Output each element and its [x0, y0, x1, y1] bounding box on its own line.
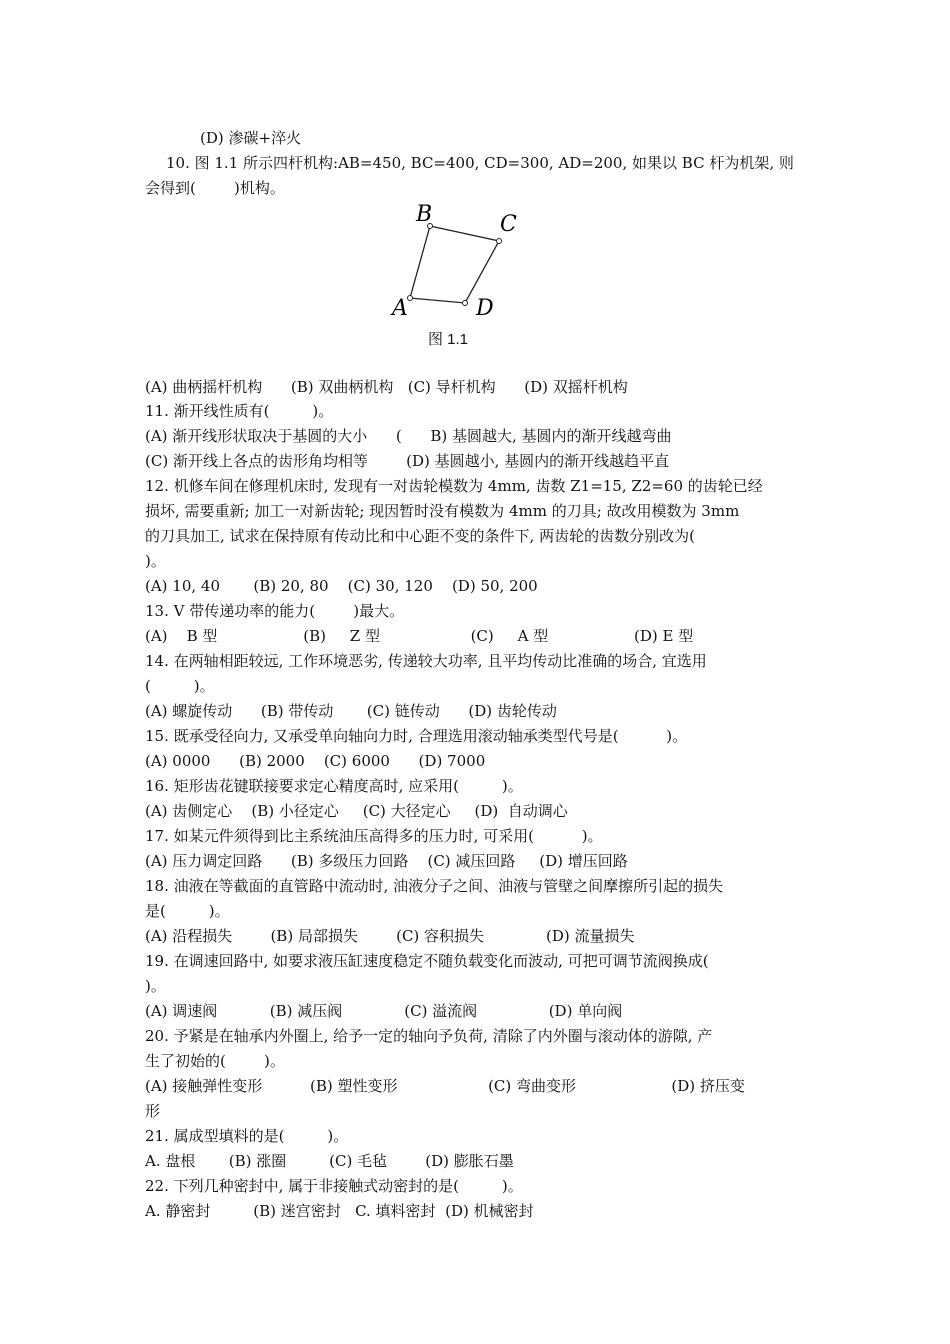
figure-caption: 图 1.1 [428, 331, 469, 348]
question-10: 10. 图 1.1 所示四杆机构:AB=450, BC=400, CD=300, AD=200, 如果以 BC 杆为机架, 则 [166, 154, 794, 172]
question-19-cont: )。 [145, 977, 166, 995]
question-12-cont-1: 损坏, 需要重新; 加工一对新齿轮; 现因暂时没有模数为 4mm 的刀具; 故改用模数为 3mm [145, 502, 740, 520]
question-12-cont-2: 的刀具加工, 试求在保持原有传动比和中心距不变的条件下, 两齿轮的齿数分别改为( [145, 527, 695, 545]
label-b: B [416, 202, 433, 227]
options-13: (A) B 型 (B) Z 型 (C) A 型 (D) E 型 [145, 627, 694, 645]
options-18: (A) 沿程损失 (B) 局部损失 (C) 容积损失 (D) 流量损失 [145, 927, 635, 945]
question-16: 16. 矩形齿花键联接要求定心精度高时, 应采用( )。 [145, 777, 523, 795]
question-13: 13. V 带传递功率的能力( )最大。 [145, 602, 405, 620]
joint-a [408, 296, 413, 301]
question-10-cont: 会得到( )机构。 [145, 179, 285, 197]
question-21: 21. 属成型填料的是( )。 [145, 1127, 349, 1145]
four-bar-linkage-figure [380, 193, 520, 328]
question-18: 18. 油液在等截面的直管路中流动时, 油液分子之间、油液与管壁之间摩擦所引起的损失 [145, 877, 724, 895]
question-19: 19. 在调速回路中, 如要求液压缸速度稳定不随负载变化而波动, 可把可调节流阀换成( [145, 952, 709, 970]
joint-c [497, 239, 502, 244]
options-17: (A) 压力调定回路 (B) 多级压力回路 (C) 减压回路 (D) 增压回路 [145, 852, 628, 870]
options-19: (A) 调速阀 (B) 减压阀 (C) 溢流阀 (D) 单向阀 [145, 1002, 623, 1020]
options-21: A. 盘根 (B) 涨圈 (C) 毛毡 (D) 膨胀石墨 [145, 1152, 514, 1170]
options-22: A. 静密封 (B) 迷宫密封 C. 填料密封 (D) 机械密封 [145, 1202, 534, 1220]
options-12: (A) 10, 40 (B) 20, 80 (C) 30, 120 (D) 50, 200 [145, 577, 538, 595]
question-14: 14. 在两轴相距较远, 工作环境恶劣, 传递较大功率, 且平均传动比准确的场合, 宜选用 [145, 652, 707, 670]
options-20: (A) 接触弹性变形 (B) 塑性变形 (C) 弯曲变形 (D) 挤压变 [145, 1077, 745, 1095]
question-17: 17. 如某元件须得到比主系统油压高得多的压力时, 可采用( )。 [145, 827, 603, 845]
options-11-b: (C) 渐开线上各点的齿形角均相等 (D) 基圆越小, 基圆内的渐开线越趋平直 [145, 452, 670, 470]
question-20: 20. 予紧是在轴承内外圈上, 给予一定的轴向予负荷, 清除了内外圈与滚动体的游隙, 产 [145, 1027, 713, 1045]
linkage-bars [410, 226, 499, 303]
question-15: 15. 既承受径向力, 又承受单向轴向力时, 合理选用滚动轴承类型代号是( )。 [145, 727, 688, 745]
question-11: 11. 渐开线性质有( )。 [145, 402, 334, 420]
options-15: (A) 0000 (B) 2000 (C) 6000 (D) 7000 [145, 752, 486, 770]
label-d: D [476, 296, 494, 321]
question-18-cont: 是( )。 [145, 902, 230, 920]
options-20-cont: 形 [145, 1102, 161, 1120]
question-20-cont: 生了初始的( )。 [145, 1052, 285, 1070]
question-12-cont-3: )。 [145, 552, 166, 570]
question-22: 22. 下列几种密封中, 属于非接触式动密封的是( )。 [145, 1177, 523, 1195]
joint-d [463, 301, 468, 306]
option-line: (D) 渗碳+淬火 [200, 129, 302, 147]
options-16: (A) 齿侧定心 (B) 小径定心 (C) 大径定心 (D) 自动调心 [145, 802, 568, 820]
options-11-a: (A) 渐开线形状取决于基圆的大小 ( B) 基圆越大, 基圆内的渐开线越弯曲 [145, 427, 672, 445]
question-12: 12. 机修车间在修理机床时, 发现有一对齿轮模数为 4mm, 齿数 Z1=15, Z2=60 的齿轮已经 [145, 477, 763, 495]
question-14-cont: ( )。 [145, 677, 215, 695]
label-c: C [500, 212, 517, 237]
label-a: A [392, 296, 408, 321]
options-14: (A) 螺旋传动 (B) 带传动 (C) 链传动 (D) 齿轮传动 [145, 702, 557, 720]
options-10: (A) 曲柄摇杆机构 (B) 双曲柄机构 (C) 导杆机构 (D) 双摇杆机构 [145, 378, 628, 396]
